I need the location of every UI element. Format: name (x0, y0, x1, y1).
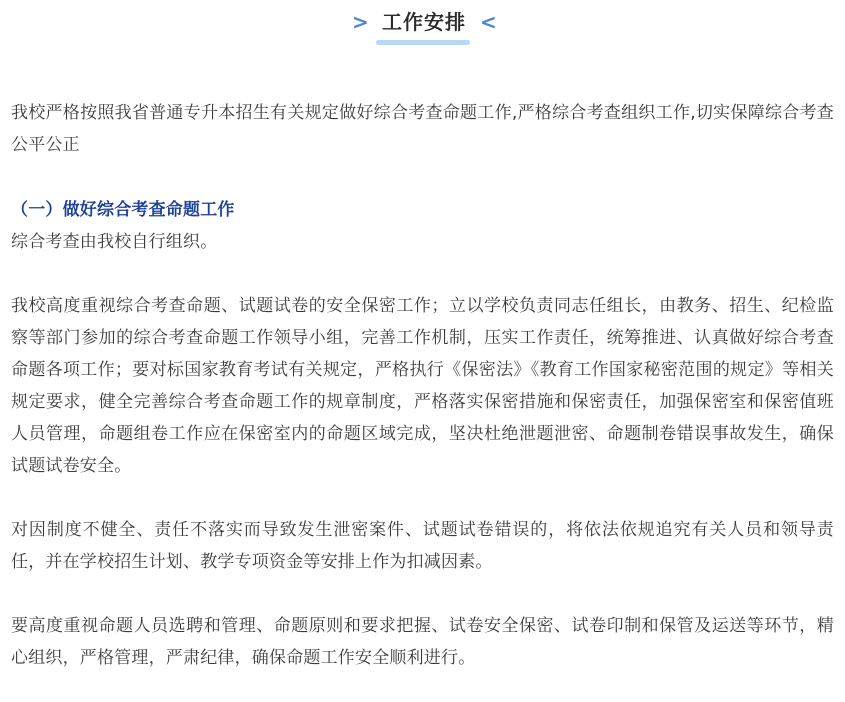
section-heading: （一）做好综合考查命题工作 (11, 200, 235, 220)
intro-paragraph: 我校严格按照我省普通专升本招生有关规定做好综合考查命题工作,严格综合考查组织工作,切实保障综合考查公平公正 (11, 103, 834, 155)
paragraph-2: 我校高度重视综合考查命题、试题试卷的安全保密工作；立以学校负责同志任组长，由教务、招生、纪检监察等部门参加的综合考查命题工作领导小组，完善工作机制，压实工作责任，统筹推进、认真做好综合考查命题各项工作；要对标国家教育考试有关规定，严格执行《保密法》《教育工作国家秘密范围的规定》等相关规定要求，健全完善综合考查命题工作的规章制度，严格落实保密措施和保密责任，加强保密室和保密值班人员管理，命题组卷工作应在保密室内的命题区域完成，坚决杜绝泄题泄密、命题制卷错误事故发生，确保试题试卷安全。 (11, 296, 834, 476)
section-header-inner (352, 7, 497, 49)
title-underline (376, 40, 470, 45)
section-header (0, 7, 845, 49)
paragraph-4: 要高度重视命题人员选聘和管理、命题原则和要求把握、试卷安全保密、试卷印制和保管及运送等环节，精心组织，严格管理，严肃纪律，确保命题工作安全顺利进行。 (11, 616, 834, 668)
chevron-right-icon: > (352, 10, 369, 34)
paragraph-3: 对因制度不健全、责任不落实而导致发生泄密案件、试题试卷错误的，将依法依规追究有关人员和领导责任，并在学校招生计划、教学专项资金等安排上作为扣减因素。 (11, 520, 834, 572)
article-body (11, 97, 834, 674)
paragraph-1: 综合考查由我校自行组织。 (11, 232, 218, 252)
page-title: 工作安排 (382, 10, 466, 34)
chevron-left-icon: < (480, 10, 497, 34)
